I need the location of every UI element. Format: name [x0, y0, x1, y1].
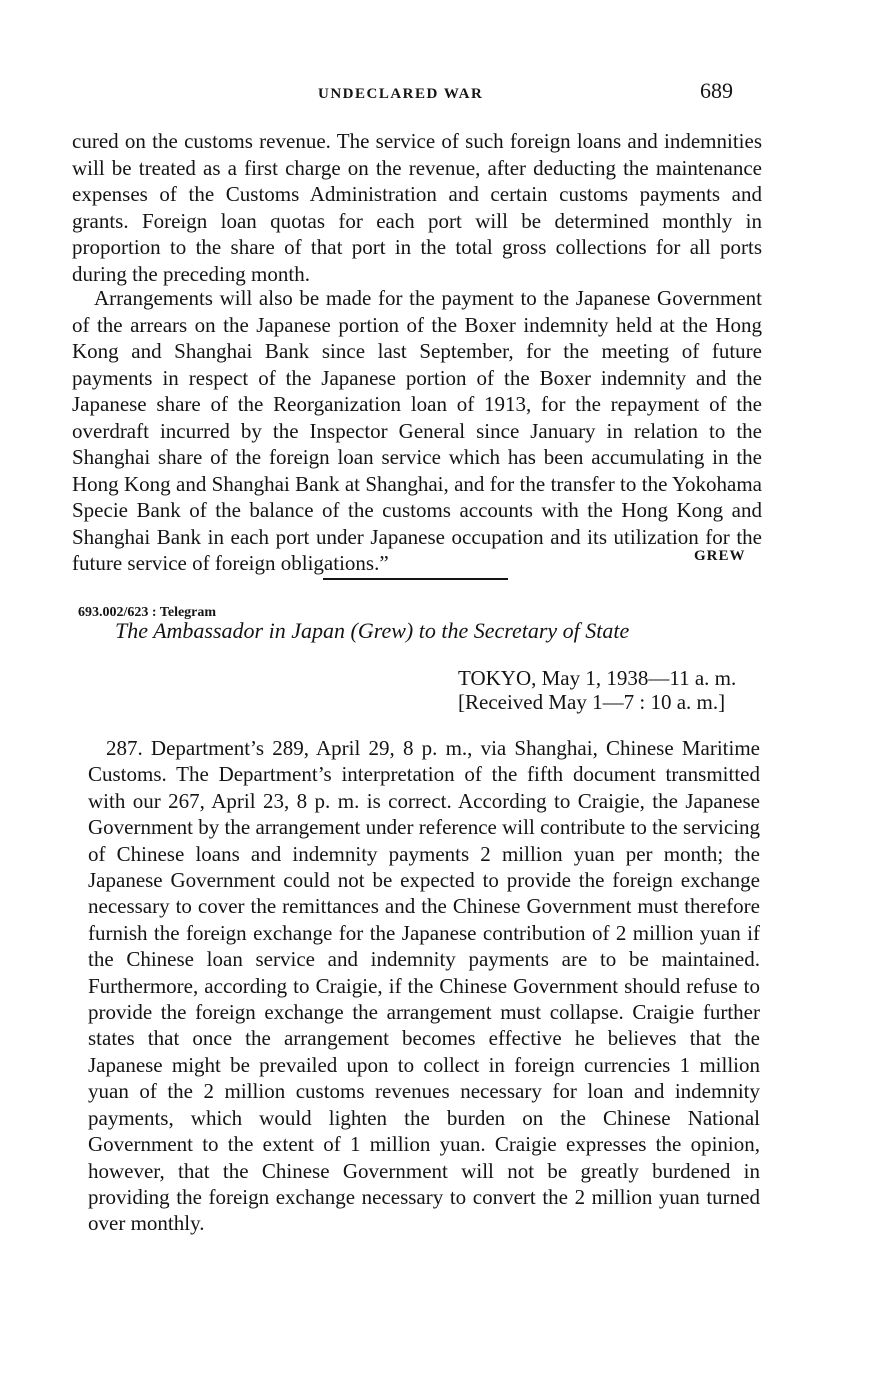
- received-line: [Received May 1—7 : 10 a. m.]: [458, 690, 726, 714]
- page-number: 689: [700, 78, 733, 103]
- running-head: [0, 80, 878, 110]
- continuation-paragraph: cured on the customs revenue. The service of such foreign loans and indemnities will be treated as a first charge on the revenue, after deducting the maintenance expenses of the Customs Administration and certain customs payments and grants. Foreign loan quotas for each port will be determined monthly in proportion to the share of that port in the total gross collections for all ports during the preceding month.: [72, 129, 762, 286]
- arrangements-paragraph: Arrangements will also be made for the payment to the Japanese Government of the arrears on the Japanese portion of the Boxer indemnity held at the Hong Kong and Shanghai Bank since last September, for the meeting of future payments in respect of the Japanese portion of the Boxer indemnity and the Japanese share of the Reorganization loan of 1913, for the repayment of the overdraft incurred by the Inspector General since January in relation to the Shanghai share of the foreign loan service which has been accumulating in the Hong Kong and Shanghai Bank at Shanghai, and for the transfer to the Yokohama Specie Bank of the balance of the customs accounts with the Hong Kong and Shanghai Bank in each port under Japanese occupation and its utilization for the future service of foreign obligations.”: [72, 286, 762, 575]
- telegram-body-paragraph: 287. Department’s 289, April 29, 8 p. m., via Shanghai, Chinese Maritime Customs. The Department’s interpretation of the fifth document transmitted with our 267, April 23, 8 p. m. is correct. According to Craigie, the Japanese Government by the arrangement under reference will contribute to the servicing of Chinese loans and indemnity payments 2 million yuan per month; the Japanese Government could not be expected to provide the foreign exchange necessary to cover the remittances and the Chinese Government must therefore furnish the foreign exchange for the Japanese contribution of 2 million yuan if the Chinese loan service and indemnity payments are to be maintained. Furthermore, according to Craigie, if the Chinese Government should refuse to provide the foreign exchange the arrangement must collapse. Craigie further states that once the arrangement becomes effective he believes that the Japanese might be prevailed upon to collect in foreign currencies 1 million yuan of the 2 million customs revenues necessary for loan and indemnity payments, which would lighten the burden on the Chinese National Government to the extent of 1 million yuan. Craigie expresses the opinion, however, that the Chinese Government will not be greatly burdened in providing the foreign exchange necessary to convert the 2 million yuan turned over monthly.: [88, 736, 760, 1236]
- dateline: TOKYO, May 1, 1938—11 a. m.: [458, 666, 737, 690]
- document-heading: The Ambassador in Japan (Grew) to the Secretary of State: [115, 618, 630, 643]
- file-reference: 693.002/623 : Telegram: [78, 605, 217, 620]
- running-title: UNDECLARED WAR: [318, 86, 484, 102]
- section-divider: [323, 578, 508, 580]
- signature: GREW: [694, 548, 746, 564]
